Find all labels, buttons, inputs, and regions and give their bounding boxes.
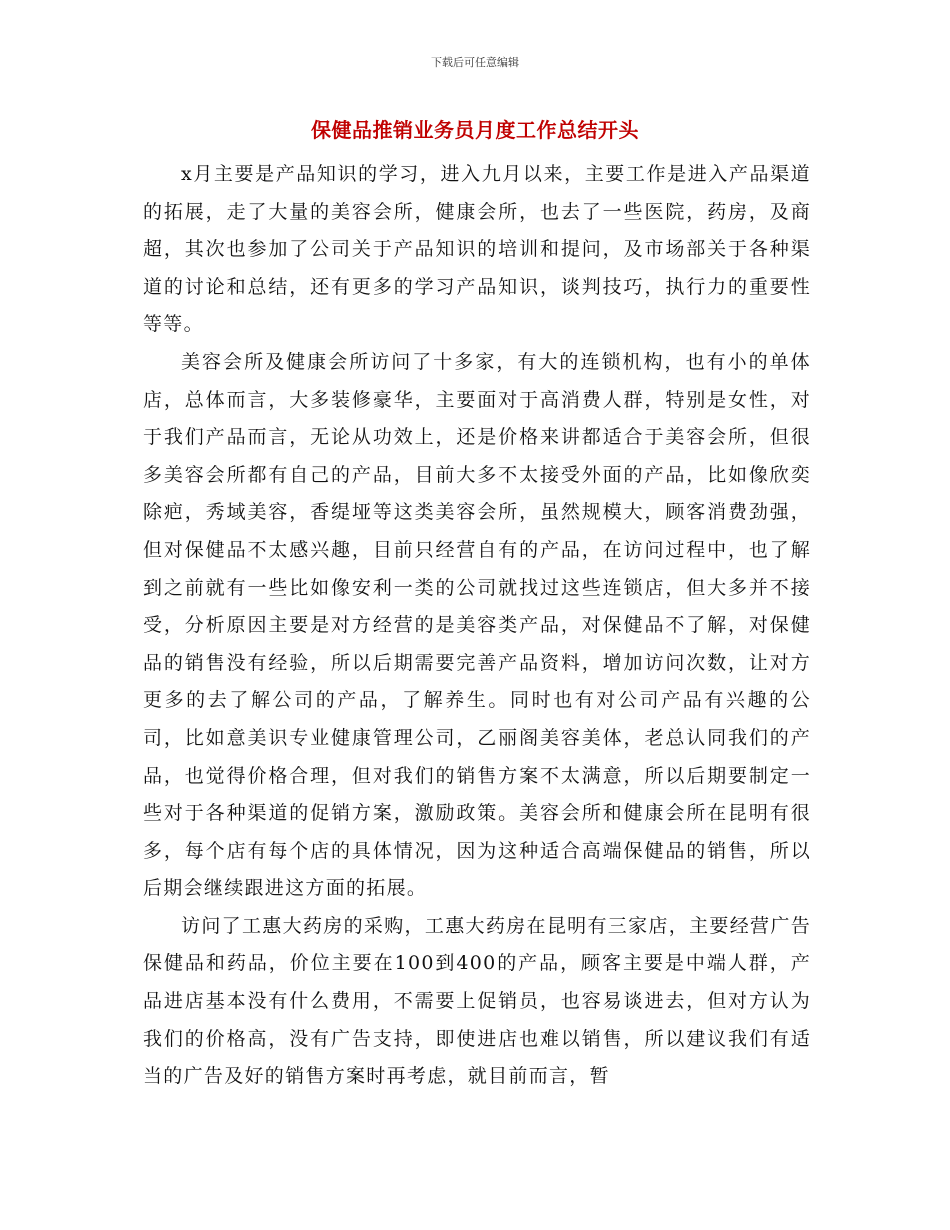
document-title: 保健品推销业务员月度工作总结开头 [311, 118, 639, 142]
paragraph: 美容会所及健康会所访问了十多家，有大的连锁机构，也有小的单体店，总体而言，大多装修豪华，主要面对于高消费人群，特别是女性，对于我们产品而言，无论从功效上，还是价格来讲都适合于美容会所，但很多美容会所都有自己的产品，目前大多不太接受外面的产品，比如像欣奕除疤，秀域美容，香缇垭等这类美容会所，虽然规模大，顾客消费劲强，但对保健品不太感兴趣，目前只经营自有的产品，在访问过程中，也了解到之前就有一些比如像安利一类的公司就找过这些连锁店，但大多并不接受，分析原因主要是对方经营的是美容类产品，对保健品不了解，对保健品的销售没有经验，所以后期需要完善产品资料，增加访问次数，让对方更多的去了解公司的产品，了解养生。同时也有对公司产品有兴趣的公司，比如意美识专业健康管理公司，乙丽阁美容美体，老总认同我们的产品，也觉得价格合理，但对我们的销售方案不太满意，所以后期要制定一些对于各种渠道的促销方案，激励政策。美容会所和健康会所在昆明有很多，每个店有每个店的具体情况，因为这种适合高端保健品的销售，所以后期会继续跟进这方面的拓展。 [143, 350, 811, 900]
document-body [143, 156, 811, 1096]
header-note: 下载后可任意编辑 [431, 56, 519, 69]
paragraph: x月主要是产品知识的学习，进入九月以来，主要工作是进入产品渠道的拓展，走了大量的美容会所，健康会所，也去了一些医院，药房，及商超，其次也参加了公司关于产品知识的培训和提问，及市场部关于各种渠道的讨论和总结，还有更多的学习产品知识，谈判技巧，执行力的重要性等等。 [143, 163, 811, 336]
paragraph: 访问了工惠大药房的采购，工惠大药房在昆明有三家店，主要经营广告保健品和药品，价位主要在100到400的产品，顾客主要是中端人群，产品进店基本没有什么费用，不需要上促销员，也容易谈进去，但对方认为我们的价格高，没有广告支持，即使进店也难以销售，所以建议我们有适当的广告及好的销售方案时再考虑，就目前而言，暂 [143, 914, 811, 1088]
